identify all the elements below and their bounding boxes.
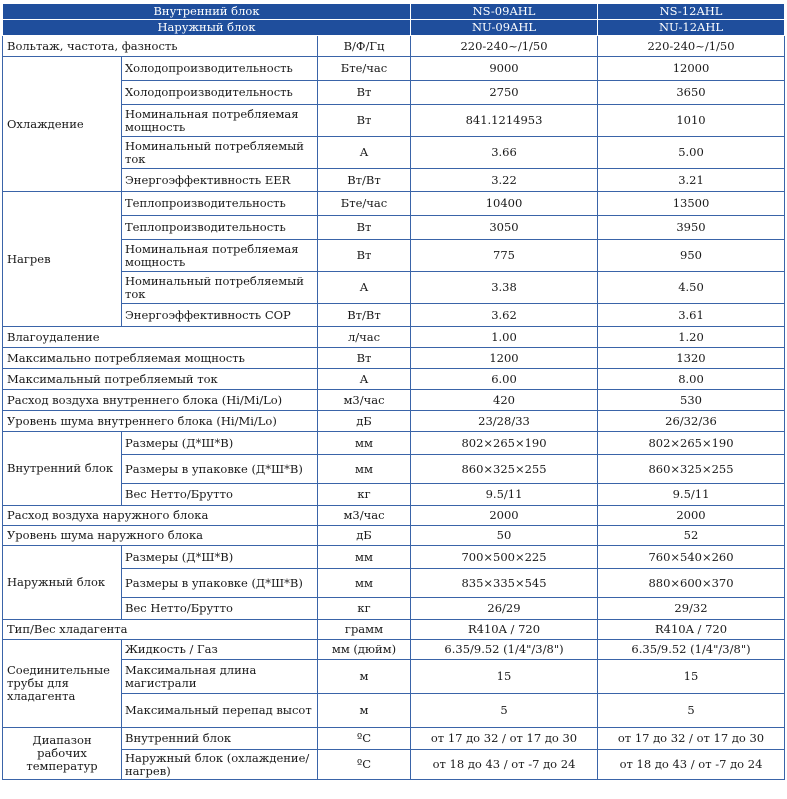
- spec-unit: мм (дюйм): [318, 640, 411, 660]
- table-row: [3, 640, 785, 660]
- spec-value-1: 2750: [411, 81, 598, 105]
- spec-value-1: 15: [411, 660, 598, 694]
- spec-label: Размеры (Д*Ш*В): [122, 546, 318, 569]
- spec-unit: мм: [318, 569, 411, 598]
- spec-label: Энергоэффективность COP: [122, 304, 318, 327]
- table-row: [3, 348, 785, 369]
- spec-value-1: 5: [411, 694, 598, 728]
- spec-value-1: 700×500×225: [411, 546, 598, 569]
- spec-unit: Вт: [318, 105, 411, 137]
- spec-value-1: 23/28/33: [411, 411, 598, 432]
- model-outdoor-1: NU-09AHL: [411, 20, 598, 36]
- group-outdoor: Наружный блок: [3, 546, 122, 620]
- spec-value-1: 26/29: [411, 598, 598, 620]
- table-row: [3, 36, 785, 57]
- spec-label: Максимальный потребляемый ток: [3, 369, 318, 390]
- spec-unit: грамм: [318, 620, 411, 640]
- spec-value-1: 775: [411, 240, 598, 272]
- spec-value-1: 50: [411, 526, 598, 546]
- spec-unit: мм: [318, 546, 411, 569]
- spec-value-2: 26/32/36: [598, 411, 785, 432]
- header-row-outdoor: [3, 20, 785, 36]
- table-row: [3, 432, 785, 455]
- spec-value-2: 760×540×260: [598, 546, 785, 569]
- spec-value-2: 9.5/11: [598, 484, 785, 506]
- spec-label: Вес Нетто/Брутто: [122, 484, 318, 506]
- table-row: [3, 369, 785, 390]
- spec-value-1: 3.66: [411, 137, 598, 169]
- spec-value-1: 6.00: [411, 369, 598, 390]
- spec-value-1: 1200: [411, 348, 598, 369]
- model-outdoor-2: NU-12AHL: [598, 20, 785, 36]
- spec-value-2: 15: [598, 660, 785, 694]
- spec-label: Энергоэффективность EER: [122, 169, 318, 192]
- spec-label: Максимальная длина магистрали: [122, 660, 318, 694]
- spec-label: Номинальная потребляемая мощность: [122, 240, 318, 272]
- table-row: [3, 57, 785, 81]
- spec-unit: В/Ф/Гц: [318, 36, 411, 57]
- spec-unit: Вт: [318, 81, 411, 105]
- spec-label: Номинальный потребляемый ток: [122, 272, 318, 304]
- spec-label: Размеры (Д*Ш*В): [122, 432, 318, 455]
- model-indoor-1: NS-09AHL: [411, 4, 598, 20]
- header-row-indoor: [3, 4, 785, 20]
- spec-unit: кг: [318, 484, 411, 506]
- spec-value-1: 3050: [411, 216, 598, 240]
- table-row: [3, 506, 785, 526]
- spec-value-1: 802×265×190: [411, 432, 598, 455]
- spec-label: Размеры в упаковке (Д*Ш*В): [122, 455, 318, 484]
- spec-value-1: 3.38: [411, 272, 598, 304]
- spec-value-2: 5.00: [598, 137, 785, 169]
- spec-value-2: 4.50: [598, 272, 785, 304]
- spec-label: Вольтаж, частота, фазность: [3, 36, 318, 57]
- spec-value-1: 9000: [411, 57, 598, 81]
- spec-value-2: 802×265×190: [598, 432, 785, 455]
- spec-value-2: 6.35/9.52 (1/4"/3/8"): [598, 640, 785, 660]
- spec-value-1: 9.5/11: [411, 484, 598, 506]
- spec-label: Максимально потребляемая мощность: [3, 348, 318, 369]
- spec-value-2: 8.00: [598, 369, 785, 390]
- spec-value-1: 1.00: [411, 327, 598, 348]
- table-row: [3, 192, 785, 216]
- spec-value-1: от 17 до 32 / от 17 до 30: [411, 728, 598, 750]
- spec-label: Холодопроизводительность: [122, 81, 318, 105]
- spec-value-2: 29/32: [598, 598, 785, 620]
- spec-value-1: от 18 до 43 / от -7 до 24: [411, 750, 598, 780]
- spec-value-2: от 18 до 43 / от -7 до 24: [598, 750, 785, 780]
- table-row: [3, 728, 785, 750]
- spec-value-2: R410A / 720: [598, 620, 785, 640]
- spec-unit: дБ: [318, 526, 411, 546]
- spec-unit: А: [318, 272, 411, 304]
- spec-unit: Вт/Вт: [318, 304, 411, 327]
- spec-value-2: 13500: [598, 192, 785, 216]
- spec-value-2: 52: [598, 526, 785, 546]
- header-indoor-label: Внутренний блок: [3, 4, 411, 20]
- spec-unit: мм: [318, 432, 411, 455]
- spec-label: Теплопроизводительность: [122, 216, 318, 240]
- spec-unit: кг: [318, 598, 411, 620]
- spec-value-2: 2000: [598, 506, 785, 526]
- spec-value-2: 3650: [598, 81, 785, 105]
- spec-value-1: 2000: [411, 506, 598, 526]
- group-cooling: Охлаждение: [3, 57, 122, 192]
- spec-value-1: 841.1214953: [411, 105, 598, 137]
- spec-value-2: 3.61: [598, 304, 785, 327]
- spec-value-2: 220-240~/1/50: [598, 36, 785, 57]
- spec-label: Размеры в упаковке (Д*Ш*В): [122, 569, 318, 598]
- model-indoor-2: NS-12AHL: [598, 4, 785, 20]
- group-pipes: Соединительные трубы для хладагента: [3, 640, 122, 728]
- group-temps: Диапазон рабочих температур: [3, 728, 122, 780]
- spec-value-2: 3950: [598, 216, 785, 240]
- spec-label: Жидкость / Газ: [122, 640, 318, 660]
- spec-value-1: 3.22: [411, 169, 598, 192]
- spec-unit: мм: [318, 455, 411, 484]
- spec-value-1: 220-240~/1/50: [411, 36, 598, 57]
- spec-unit: м: [318, 694, 411, 728]
- spec-value-1: 10400: [411, 192, 598, 216]
- spec-unit: м3/час: [318, 390, 411, 411]
- spec-unit: ºС: [318, 750, 411, 780]
- spec-unit: Вт: [318, 348, 411, 369]
- spec-value-2: 12000: [598, 57, 785, 81]
- table-row: [3, 526, 785, 546]
- table-row: [3, 390, 785, 411]
- spec-value-1: R410A / 720: [411, 620, 598, 640]
- table-row: [3, 327, 785, 348]
- spec-value-2: 5: [598, 694, 785, 728]
- table-row: [3, 546, 785, 569]
- group-indoor: Внутренний блок: [3, 432, 122, 506]
- spec-value-2: 530: [598, 390, 785, 411]
- spec-value-2: 860×325×255: [598, 455, 785, 484]
- spec-label: Холодопроизводительность: [122, 57, 318, 81]
- spec-label: Расход воздуха внутреннего блока (Hi/Mi/Lo): [3, 390, 318, 411]
- spec-label: Тип/Вес хладагента: [3, 620, 318, 640]
- spec-unit: м3/час: [318, 506, 411, 526]
- spec-value-1: 835×335×545: [411, 569, 598, 598]
- spec-value-1: 420: [411, 390, 598, 411]
- spec-value-2: 1320: [598, 348, 785, 369]
- spec-label: Уровень шума наружного блока: [3, 526, 318, 546]
- spec-unit: ºС: [318, 728, 411, 750]
- spec-label: Внутренний блок: [122, 728, 318, 750]
- spec-label: Наружный блок (охлаждение/нагрев): [122, 750, 318, 780]
- spec-value-1: 3.62: [411, 304, 598, 327]
- spec-label: Уровень шума внутреннего блока (Hi/Mi/Lo): [3, 411, 318, 432]
- spec-label: Номинальный потребляемый ток: [122, 137, 318, 169]
- specs-table: [2, 3, 785, 780]
- spec-label: Максимальный перепад высот: [122, 694, 318, 728]
- spec-unit: л/час: [318, 327, 411, 348]
- spec-value-2: 950: [598, 240, 785, 272]
- spec-label: Влагоудаление: [3, 327, 318, 348]
- spec-value-2: 1010: [598, 105, 785, 137]
- spec-value-2: от 17 до 32 / от 17 до 30: [598, 728, 785, 750]
- table-row: [3, 620, 785, 640]
- spec-unit: Вт: [318, 216, 411, 240]
- spec-label: Теплопроизводительность: [122, 192, 318, 216]
- spec-value-2: 1.20: [598, 327, 785, 348]
- spec-unit: Вт/Вт: [318, 169, 411, 192]
- spec-unit: Бте/час: [318, 192, 411, 216]
- spec-value-2: 880×600×370: [598, 569, 785, 598]
- spec-unit: м: [318, 660, 411, 694]
- spec-value-1: 6.35/9.52 (1/4"/3/8"): [411, 640, 598, 660]
- group-heating: Нагрев: [3, 192, 122, 327]
- spec-label: Вес Нетто/Брутто: [122, 598, 318, 620]
- spec-unit: дБ: [318, 411, 411, 432]
- spec-unit: Бте/час: [318, 57, 411, 81]
- spec-label: Номинальная потребляемая мощность: [122, 105, 318, 137]
- spec-unit: Вт: [318, 240, 411, 272]
- spec-label: Расход воздуха наружного блока: [3, 506, 318, 526]
- header-outdoor-label: Наружный блок: [3, 20, 411, 36]
- spec-unit: А: [318, 369, 411, 390]
- spec-value-2: 3.21: [598, 169, 785, 192]
- spec-value-1: 860×325×255: [411, 455, 598, 484]
- spec-unit: А: [318, 137, 411, 169]
- table-row: [3, 411, 785, 432]
